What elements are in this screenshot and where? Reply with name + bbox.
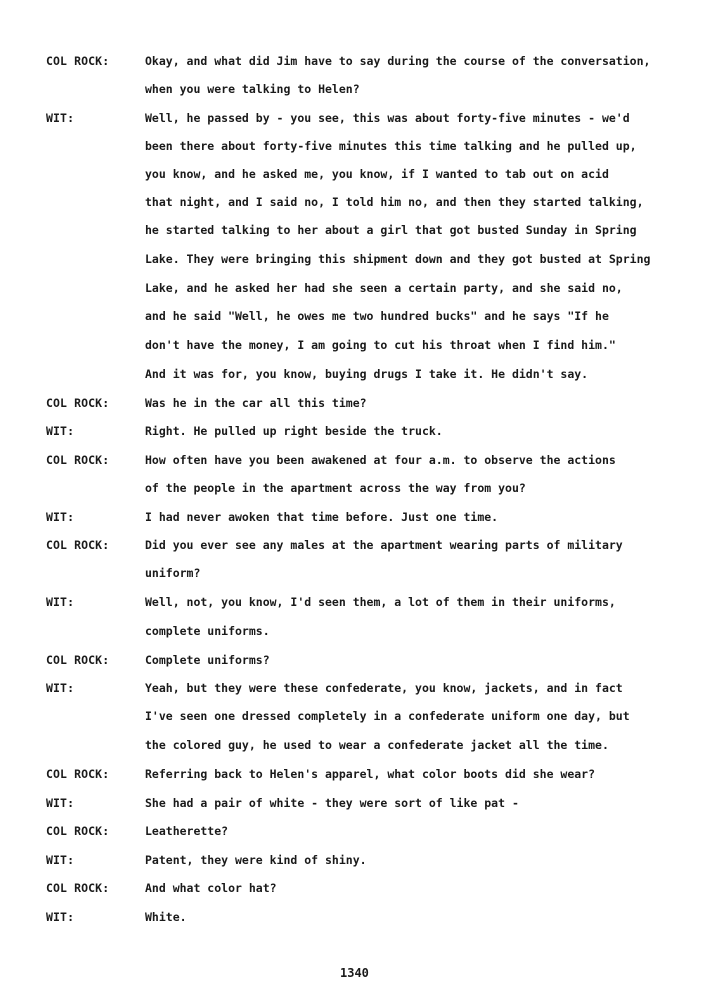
speaker-label: COL ROCK: <box>46 881 110 895</box>
transcript-line: Yeah, but they were these confederate, you know, jackets, and in fact <box>145 681 623 695</box>
transcript-line: Was he in the car all this time? <box>145 396 367 410</box>
transcript-line: Well, he passed by - you see, this was about forty-five minutes - we'd <box>145 111 630 125</box>
transcript-line: the colored guy, he used to wear a confederate jacket all the time. <box>145 738 609 752</box>
speaker-label: WIT: <box>46 853 75 867</box>
transcript-line: And what color hat? <box>145 881 277 895</box>
speaker-label: WIT: <box>46 910 75 924</box>
transcript-line: Did you ever see any males at the apartment wearing parts of military <box>145 538 623 552</box>
transcript-line: he started talking to her about a girl that got busted Sunday in Spring <box>145 223 637 237</box>
transcript-line: Right. He pulled up right beside the truck. <box>145 424 443 438</box>
speaker-label: WIT: <box>46 510 75 524</box>
speaker-label: WIT: <box>46 796 75 810</box>
transcript-line: of the people in the apartment across the way from you? <box>145 481 526 495</box>
transcript-line: Leatherette? <box>145 824 229 838</box>
speaker-label: WIT: <box>46 424 75 438</box>
transcript-line: been there about forty-five minutes this time talking and he pulled up, <box>145 139 637 153</box>
transcript-line: And it was for, you know, buying drugs I take it. He didn't say. <box>145 367 589 381</box>
transcript-line: She had a pair of white - they were sort of like pat - <box>145 796 519 810</box>
transcript-line: White. <box>145 910 187 924</box>
speaker-label: WIT: <box>46 111 75 125</box>
speaker-label: COL ROCK: <box>46 453 110 467</box>
transcript-line: Patent, they were kind of shiny. <box>145 853 367 867</box>
transcript-line: Referring back to Helen's apparel, what color boots did she wear? <box>145 767 596 781</box>
speaker-label: COL ROCK: <box>46 538 110 552</box>
speaker-label: COL ROCK: <box>46 396 110 410</box>
transcript-line: Well, not, you know, I'd seen them, a lot of them in their uniforms, <box>145 595 616 609</box>
transcript-line: uniform? <box>145 566 201 580</box>
speaker-label: COL ROCK: <box>46 767 110 781</box>
transcript-line: don't have the money, I am going to cut his throat when I find him." <box>145 338 616 352</box>
transcript-line: Okay, and what did Jim have to say during the course of the conversation, <box>145 54 651 68</box>
speaker-label: WIT: <box>46 681 75 695</box>
transcript-line: Lake, and he asked her had she seen a certain party, and she said no, <box>145 281 623 295</box>
transcript-line: complete uniforms. <box>145 624 270 638</box>
transcript-line: Lake. They were bringing this shipment down and they got busted at Spring <box>145 252 651 266</box>
transcript-line: that night, and I said no, I told him no, and then they started talking, <box>145 195 644 209</box>
speaker-label: COL ROCK: <box>46 824 110 838</box>
transcript-line: I had never awoken that time before. Just one time. <box>145 510 499 524</box>
page-number: 1340 <box>340 966 369 980</box>
transcript-line: and he said "Well, he owes me two hundred bucks" and he says "If he <box>145 309 609 323</box>
transcript-line: when you were talking to Helen? <box>145 82 360 96</box>
speaker-label: COL ROCK: <box>46 54 110 68</box>
transcript-line: I've seen one dressed completely in a confederate uniform one day, but <box>145 709 630 723</box>
transcript-line: Complete uniforms? <box>145 653 270 667</box>
speaker-label: COL ROCK: <box>46 653 110 667</box>
transcript-line: you know, and he asked me, you know, if I wanted to tab out on acid <box>145 167 609 181</box>
speaker-label: WIT: <box>46 595 75 609</box>
transcript-line: How often have you been awakened at four a.m. to observe the actions <box>145 453 616 467</box>
